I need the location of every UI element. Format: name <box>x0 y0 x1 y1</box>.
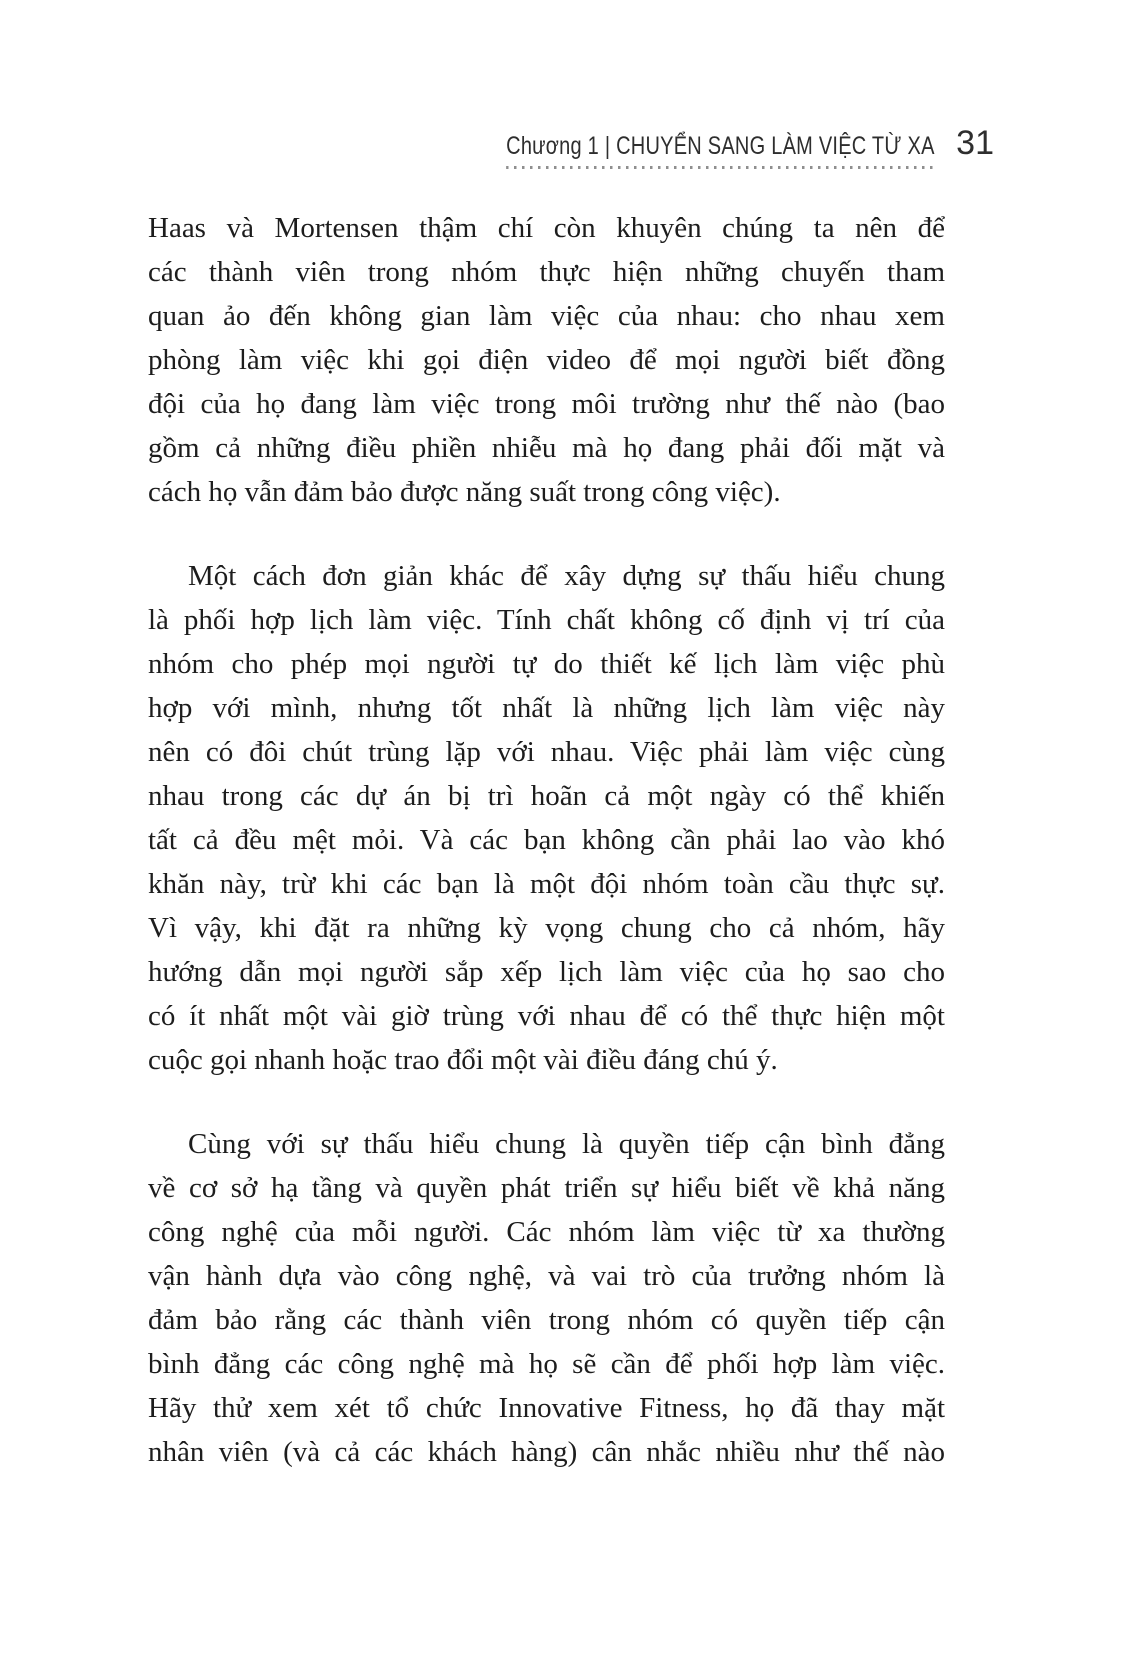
text-line: nhóm cho phép mọi người tự do thiết kế lịch làm việc phù <box>148 648 945 680</box>
text-line: Cùng với sự thấu hiểu chung là quyền tiếp cận bình đẳng <box>188 1128 945 1160</box>
text-line: hợp với mình, nhưng tốt nhất là những lịch làm việc này <box>148 692 945 724</box>
text-line: cách họ vẫn đảm bảo được năng suất trong công việc). <box>148 476 781 508</box>
dotted-rule <box>506 166 935 169</box>
text-line: vận hành dựa vào công nghệ, và vai trò của trưởng nhóm là <box>148 1260 945 1292</box>
text-line: bình đẳng các công nghệ mà họ sẽ cần để phối hợp làm việc. <box>148 1348 945 1380</box>
text-line: phòng làm việc khi gọi điện video để mọi người biết đồng <box>148 344 945 376</box>
text-line: gồm cả những điều phiền nhiễu mà họ đang phải đối mặt và <box>148 432 945 464</box>
text-line: hướng dẫn mọi người sắp xếp lịch làm việc của họ sao cho <box>148 956 945 988</box>
text-line: công nghệ của mỗi người. Các nhóm làm việc từ xa thường <box>148 1216 945 1248</box>
text-line: tất cả đều mệt mỏi. Và các bạn không cần phải lao vào khó <box>148 824 945 856</box>
text-line: đảm bảo rằng các thành viên trong nhóm có quyền tiếp cận <box>148 1304 945 1336</box>
text-line: nên có đôi chút trùng lặp với nhau. Việc phải làm việc cùng <box>148 736 945 768</box>
body-text <box>148 206 945 1474</box>
text-line: cuộc gọi nhanh hoặc trao đổi một vài điều đáng chú ý. <box>148 1044 778 1076</box>
text-line: nhân viên (và cả các khách hàng) cân nhắc nhiều như thế nào <box>148 1436 945 1468</box>
text-line: có ít nhất một vài giờ trùng với nhau để có thể thực hiện một <box>148 1000 945 1032</box>
paragraph <box>148 554 945 1082</box>
text-line: nhau trong các dự án bị trì hoãn cả một ngày có thể khiến <box>148 780 945 812</box>
text-line: Hãy thử xem xét tổ chức Innovative Fitness, họ đã thay mặt <box>148 1392 945 1424</box>
text-line: các thành viên trong nhóm thực hiện những chuyến tham <box>148 256 945 288</box>
text-line: khăn này, trừ khi các bạn là một đội nhóm toàn cầu thực sự. <box>148 868 945 900</box>
page-number: 31 <box>956 124 994 162</box>
text-line: quan ảo đến không gian làm việc của nhau: cho nhau xem <box>148 300 945 332</box>
paragraph <box>148 1122 945 1474</box>
text-line: Vì vậy, khi đặt ra những kỳ vọng chung cho cả nhóm, hãy <box>148 912 945 944</box>
text-line: đội của họ đang làm việc trong môi trường như thế nào (bao <box>148 388 945 420</box>
text-line: Một cách đơn giản khác để xây dựng sự thấu hiểu chung <box>188 560 945 592</box>
text-line: là phối hợp lịch làm việc. Tính chất không cố định vị trí của <box>148 604 945 636</box>
text-line: về cơ sở hạ tầng và quyền phát triển sự hiểu biết về khả năng <box>148 1172 945 1204</box>
paragraph <box>148 206 945 514</box>
running-head: Chương 1 | CHUYỂN SANG LÀM VIỆC TỪ XA <box>505 132 935 160</box>
text-line: Haas và Mortensen thậm chí còn khuyên chúng ta nên để <box>148 212 945 244</box>
running-head-wrap <box>506 132 935 169</box>
page-header <box>399 126 994 169</box>
